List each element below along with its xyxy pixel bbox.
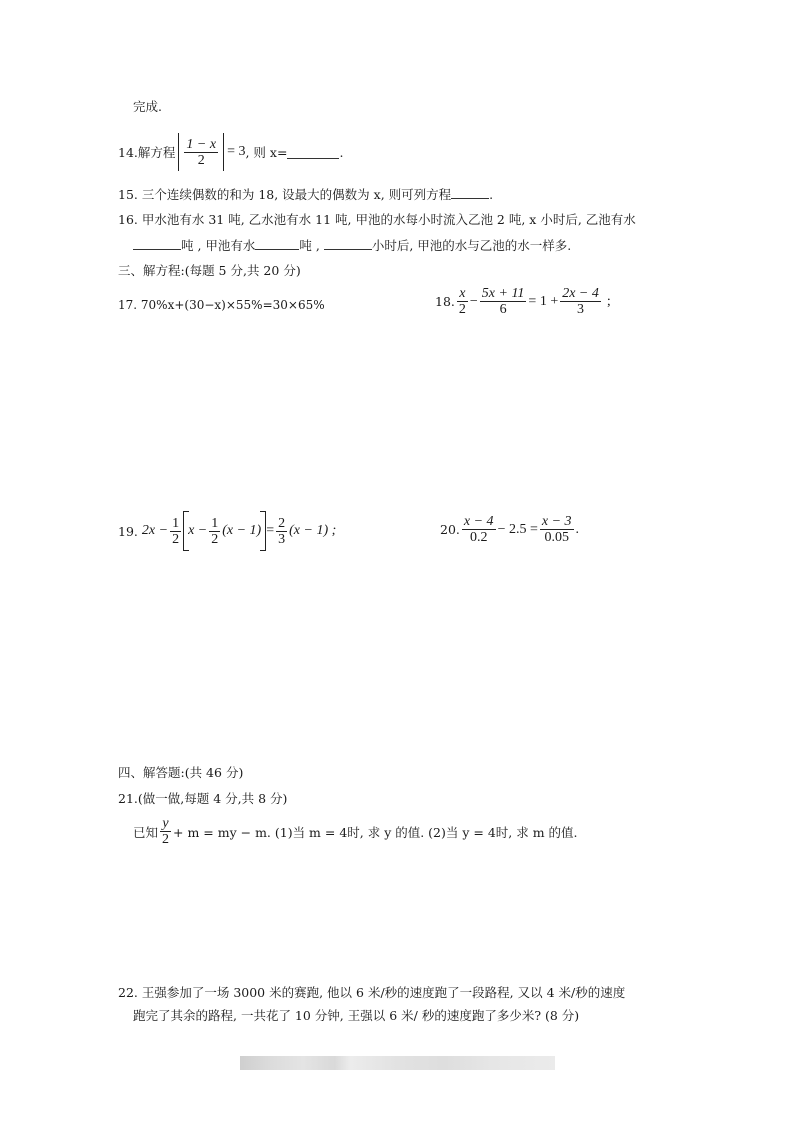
q21-text: + m = my − m. (1)当 m = 4时, 求 y 的值. (2)当 y = 4时, 求 m 的值.	[173, 824, 578, 840]
q18-operator: −	[469, 293, 478, 309]
q19-lead: 2x −	[141, 523, 169, 538]
q18-fraction-2	[480, 286, 527, 317]
q20-fraction-2	[540, 514, 574, 545]
fraction-denominator: 6	[499, 302, 507, 317]
q16-part-b: 吨 ,	[299, 238, 320, 253]
q20-fraction-1	[462, 514, 496, 545]
fraction-denominator: 3	[577, 302, 585, 317]
fraction-numerator: 5x + 11	[481, 286, 525, 301]
fraction-denominator: 0.05	[544, 530, 569, 545]
fraction-numerator: y	[162, 816, 169, 831]
question-17: 17. 70%x+(30−x)×55%=30×65%	[118, 298, 325, 312]
section-4-heading: 四、解答题:(共 46 分)	[118, 765, 244, 780]
q19-number: 19.	[118, 523, 138, 539]
fraction-denominator: 2	[458, 302, 466, 317]
continuation-text: 完成.	[133, 99, 162, 114]
q16-blank-c[interactable]	[324, 237, 372, 250]
q20-number: 20.	[440, 522, 460, 537]
fraction-denominator: 2	[172, 531, 180, 547]
q14-equals: = 3	[227, 144, 246, 159]
left-bracket	[183, 511, 189, 551]
q15-text: 15. 三个连续偶数的和为 18, 设最大的偶数为 x, 则可列方程	[118, 187, 452, 202]
fraction-denominator: 2	[211, 531, 219, 547]
q20-end: .	[575, 521, 580, 537]
question-16-line-1: 16. 甲水池有水 31 吨, 乙水池有水 11 吨, 甲池的水每小时流入乙池 2 吨, x 小时后, 乙池有水	[118, 212, 636, 227]
fraction-denominator: 3	[278, 531, 286, 547]
q16-blank-a[interactable]	[133, 237, 181, 250]
fraction-numerator: 1	[172, 515, 180, 531]
right-bracket	[260, 511, 266, 551]
q19-inner-a: x −	[188, 523, 208, 538]
q21-fraction	[160, 816, 171, 847]
fraction-numerator: x	[459, 286, 466, 301]
question-15	[118, 186, 493, 204]
fraction-numerator: 2x − 4	[562, 286, 599, 301]
fraction-numerator: x − 3	[541, 514, 572, 529]
q18-number: 18.	[435, 294, 455, 309]
q18-fraction-3	[560, 286, 601, 317]
question-21-body	[133, 816, 578, 847]
q20-middle: − 2.5 =	[497, 521, 538, 537]
question-22-line-1: 22. 王强参加了一场 3000 米的赛跑, 他以 6 米/秒的速度跑了一段路程, 又以 4 米/秒的速度	[118, 985, 626, 1000]
q19-tail: (x − 1) ;	[289, 523, 337, 538]
question-20	[440, 514, 579, 545]
q16-blank-b[interactable]	[255, 237, 299, 250]
q19-fraction-3	[276, 516, 287, 547]
q18-fraction-1	[457, 286, 468, 317]
section-3-heading: 三、解方程:(每题 5 分,共 20 分)	[118, 263, 301, 278]
q14-prefix: 解方程	[137, 145, 176, 160]
question-19	[118, 511, 336, 551]
q14-number: 14.	[118, 144, 138, 160]
question-16-line-2	[133, 237, 571, 255]
q15-end: .	[489, 187, 494, 202]
fraction-numerator: 1 − x	[186, 136, 217, 152]
fraction-numerator: 2	[278, 515, 286, 531]
question-22-line-2: 跑完了其余的路程, 一共花了 10 分钟, 王强以 6 米/ 秒的速度跑了多少米? (8 分)	[133, 1008, 580, 1023]
q19-equals: =	[266, 523, 275, 538]
blurred-footer-watermark	[240, 1056, 555, 1070]
fraction-numerator: x − 4	[463, 514, 494, 529]
question-14	[118, 133, 343, 171]
q14-answer-blank[interactable]	[287, 146, 339, 159]
question-21-header: 21.(做一做,每题 4 分,共 8 分)	[118, 791, 288, 806]
q14-fraction	[184, 137, 218, 168]
q19-fraction-2	[209, 516, 220, 547]
fraction-denominator: 0.2	[469, 530, 488, 545]
q18-end: ;	[606, 293, 611, 309]
absolute-value	[178, 133, 224, 171]
fraction-denominator: 2	[162, 832, 170, 847]
q15-answer-blank[interactable]	[451, 186, 489, 199]
q19-inner-b: (x − 1)	[222, 523, 262, 538]
square-bracket-group	[183, 511, 266, 551]
fraction-denominator: 2	[197, 152, 205, 168]
q14-suffix: , 则 x=	[245, 145, 288, 160]
q16-part-c: 小时后, 甲池的水与乙池的水一样多.	[371, 238, 572, 253]
question-18	[435, 286, 611, 317]
q21-prefix: 已知	[133, 824, 159, 840]
q16-part-a: 吨 , 甲池有水	[181, 238, 256, 253]
q18-middle: = 1 +	[528, 293, 559, 309]
q14-end: .	[339, 144, 344, 160]
q19-fraction-1	[170, 516, 181, 547]
fraction-numerator: 1	[211, 515, 219, 531]
